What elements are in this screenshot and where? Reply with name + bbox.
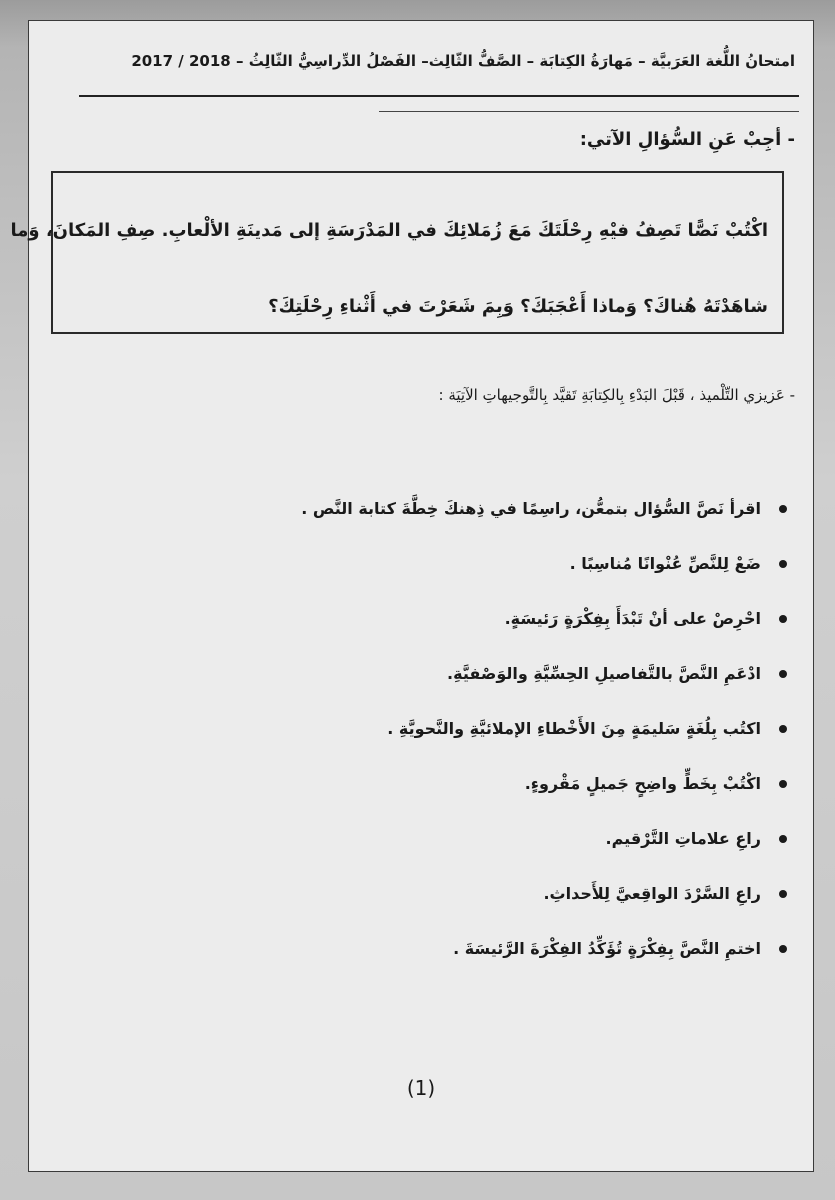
bullet-icon <box>779 560 787 568</box>
instruction-text: ضَعْ لِلنَّصِّ عُنْوانًا مُناسِبًا . <box>569 554 761 573</box>
page-number: (1) <box>406 1076 436 1100</box>
bullet-icon <box>779 890 787 898</box>
instruction-text: راعِ السَّرْدَ الواقِعيَّ لِلأَحداثِ. <box>543 884 761 903</box>
instruction-item <box>33 874 813 929</box>
instruction-text: اختمِ النَّصَّ بِفِكْرَةٍ تُؤَكِّدُ الفِكْرَةَ الرَّئيسَةَ . <box>453 939 761 958</box>
instruction-item <box>33 654 813 709</box>
instruction-text: اقرأ نَصَّ السُّؤال بتمعُّن، راسِمًا في ذِهنكَ خِطَّةَ كتابة النَّص . <box>301 499 761 518</box>
instruction-text: ادْعَمِ النَّصَّ بالتَّفاصيلِ الحِسِّيَّةِ والوَصْفيَّةِ. <box>447 664 761 683</box>
header-divider <box>79 95 799 97</box>
instruction-text: راعِ علاماتِ التَّرْقيم. <box>605 829 761 848</box>
instructions-list <box>33 489 813 984</box>
instruction-item <box>33 544 813 599</box>
instruction-item <box>33 929 813 984</box>
bullet-icon <box>779 615 787 623</box>
question-text-line-1: اكْتُبْ نَصًّا تَصِفُ فيْهِ رِحْلَتَكَ مَعَ زُمَلائِكَ في المَدْرَسَةِ إلى مَدينَةِ الألْعابِ. صِفِ المَكانَ، وَما <box>10 220 768 241</box>
bullet-icon <box>779 835 787 843</box>
instruction-text: احْرِصْ على أنْ تَبْدَأَ بِفِكْرَةٍ رَئيسَةٍ. <box>504 609 761 628</box>
bullet-icon <box>779 505 787 513</box>
bullet-icon <box>779 670 787 678</box>
bullet-icon <box>779 945 787 953</box>
bullet-icon <box>779 725 787 733</box>
exam-header: امتحانُ اللُّغة العَرَبيَّة – مَهارَةُ الكِتابَة – الصَّفُّ الثّالِث– الفَصْلُ الدِّراسِيُّ الثّالِثُ – 2018 / 2017 <box>131 52 795 70</box>
instruction-text: اكتُب بِلُغَةٍ سَليمَةٍ مِنَ الأَخْطاءِ الإملائيَّةِ والنَّحويَّةِ . <box>387 719 761 738</box>
question-box <box>10 171 784 334</box>
exam-page <box>10 20 814 1172</box>
bullet-icon <box>779 780 787 788</box>
question-heading: - أجِبْ عَنِ السُّؤالِ الآتي: <box>579 129 795 150</box>
instruction-text: اكْتُبْ بِخَطٍّ واضِحٍ جَميلٍ مَقْروءٍ. <box>524 774 761 793</box>
instruction-item <box>33 489 813 544</box>
student-note: - عَزيزي التِّلْميذ ، قَبْلَ البَدْءِ بِالكِتابَةِ تَقيَّد بِالتَّوجيهاتِ الآتِيَة : <box>438 386 795 404</box>
question-text-line-2: شاهَدْتَهُ هُناكَ؟ وَماذا أَعْجَبَكَ؟ وَبِمَ شَعَرْتَ في أَثْناءِ رِحْلَتِكَ؟ <box>268 296 768 317</box>
instruction-item <box>33 599 813 654</box>
instruction-item <box>33 709 813 764</box>
header-divider-short <box>379 111 799 112</box>
instruction-item <box>33 819 813 874</box>
instruction-item <box>33 764 813 819</box>
